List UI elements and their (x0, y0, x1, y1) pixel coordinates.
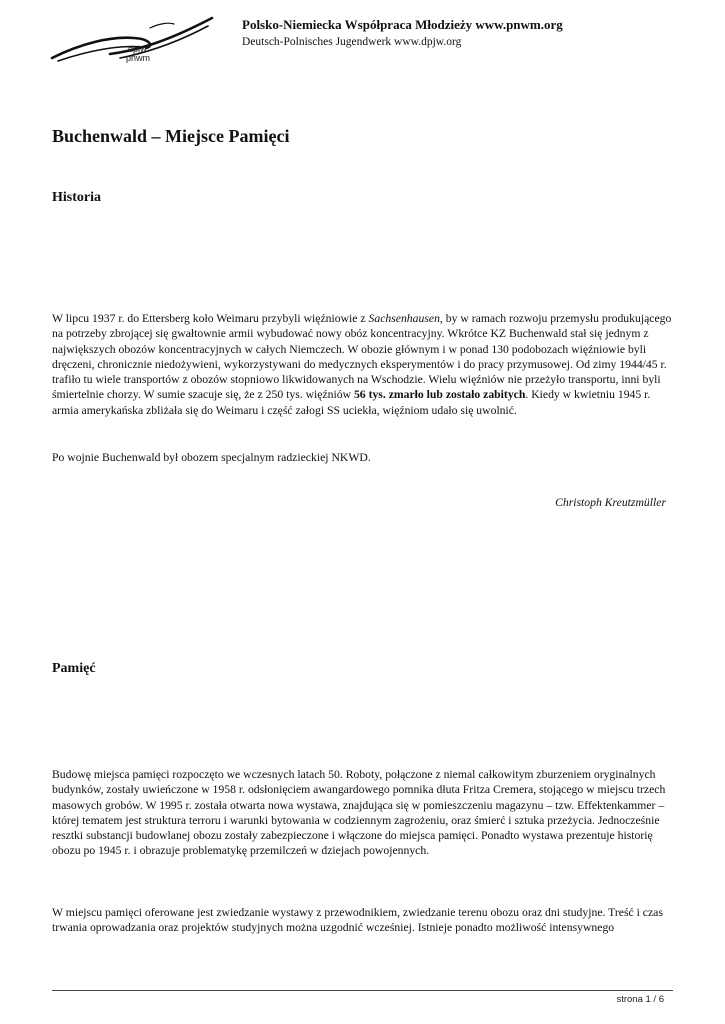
historia-p1-italic: Sachsenhausen (368, 312, 440, 325)
page-header (242, 16, 563, 51)
historia-paragraph-1 (52, 311, 674, 418)
page-title: Buchenwald – Miejsce Pamięci (52, 126, 290, 146)
historia-p1-text-a: W lipcu 1937 r. do Ettersberg koło Weimaru przybyli więźniowie z (52, 312, 369, 325)
logo-line-dpjw: dpjw (128, 44, 147, 54)
page-number: strona 1 / 6 (616, 994, 664, 1005)
header-title-dpjw: Deutsch-Polnisches Jugendwerk www.dpjw.org (242, 36, 462, 48)
section-heading-historia: Historia (52, 190, 101, 205)
logo-line-pnwm: pnwm (126, 53, 151, 63)
historia-p1-bold: 56 tys. zmarło lub zostało zabitych (353, 388, 526, 402)
footer-divider (52, 990, 673, 991)
pamiec-paragraph-1: Budowę miejsca pamięci rozpoczęto we wczesnych latach 50. Roboty, połączone z niemal całkowitym zburzeniem oryginalnych budynków, zostały uwieńczone w 1958 r. odsłonięciem awangardowego pomnika dłuta Fritza Cremera, stojącego w miejscu trzech masowych grobów. W 1995 r. została otwarta nowa wystawa, znajdująca się w pomieszczeniu magazynu – tzw. Effektenkammer – której tematem jest struktura terroru i warunki bytowania w codziennym zagrożeniu, oraz śmierć i sztuka przeżycia. Jednocześnie resztki substancji budowlanej obozu zostały zabezpieczone i włączone do miejsca pamięci. Ponadto wystawa prezentuje historię obozu po 1945 r. i obrazuje problematykę przemilczeń w dziejach powojennych. (52, 768, 666, 858)
historia-p1-text-c: , by w ramach rozwoju przemysłu produkującego na potrzeby zbrojącej się gwałtownie armii wybudować nowy obóz koncentracyjny. Wkrótce KZ Buchenwald stał się jednym z największych obozów koncentracyjnych w całych Niemczech. W obozie głównym i w ponad 130 podobozach więźniowie byli dręczeni, chronicznie niedożywieni, wykorzystywani do medycznych eksperymentów i do pracy przymusowej. Od zimy 1944/45 r. trafiło tu wiele transportów z obozów stopniowo likwidowanych na Wschodzie. Wielu więźniów nie przeżyło transportu, inni byli śmiertelnie chorzy. W sumie szacuje się, że z 250 tys. więźniów (52, 312, 672, 402)
historia-p1-text-e: . Kiedy w kwietniu 1945 r. armia amerykańska zbliżała się do Weimaru i część załogi SS uciekła, więźniom udało się uwolnić. (52, 388, 651, 417)
author-signature: Christoph Kreutzmüller (555, 496, 666, 509)
pamiec-paragraph-2: W miejscu pamięci oferowane jest zwiedzanie wystawy z przewodnikiem, zwiedzanie terenu obozu oraz dni studyjne. Treść i czas trwania oprowadzania oraz projektów studyjnych można uzgodnić wcześniej. Istnieje ponadto możliwość intensywnego (52, 906, 663, 935)
header-title-pnwm: Polsko-Niemiecka Współpraca Młodzieży www.pnwm.org (242, 17, 563, 32)
historia-paragraph-2: Po wojnie Buchenwald był obozem specjalnym radzieckiej NKWD. (52, 451, 371, 464)
section-heading-pamiec: Pamięć (52, 661, 96, 676)
logo-wordmark (128, 45, 150, 63)
